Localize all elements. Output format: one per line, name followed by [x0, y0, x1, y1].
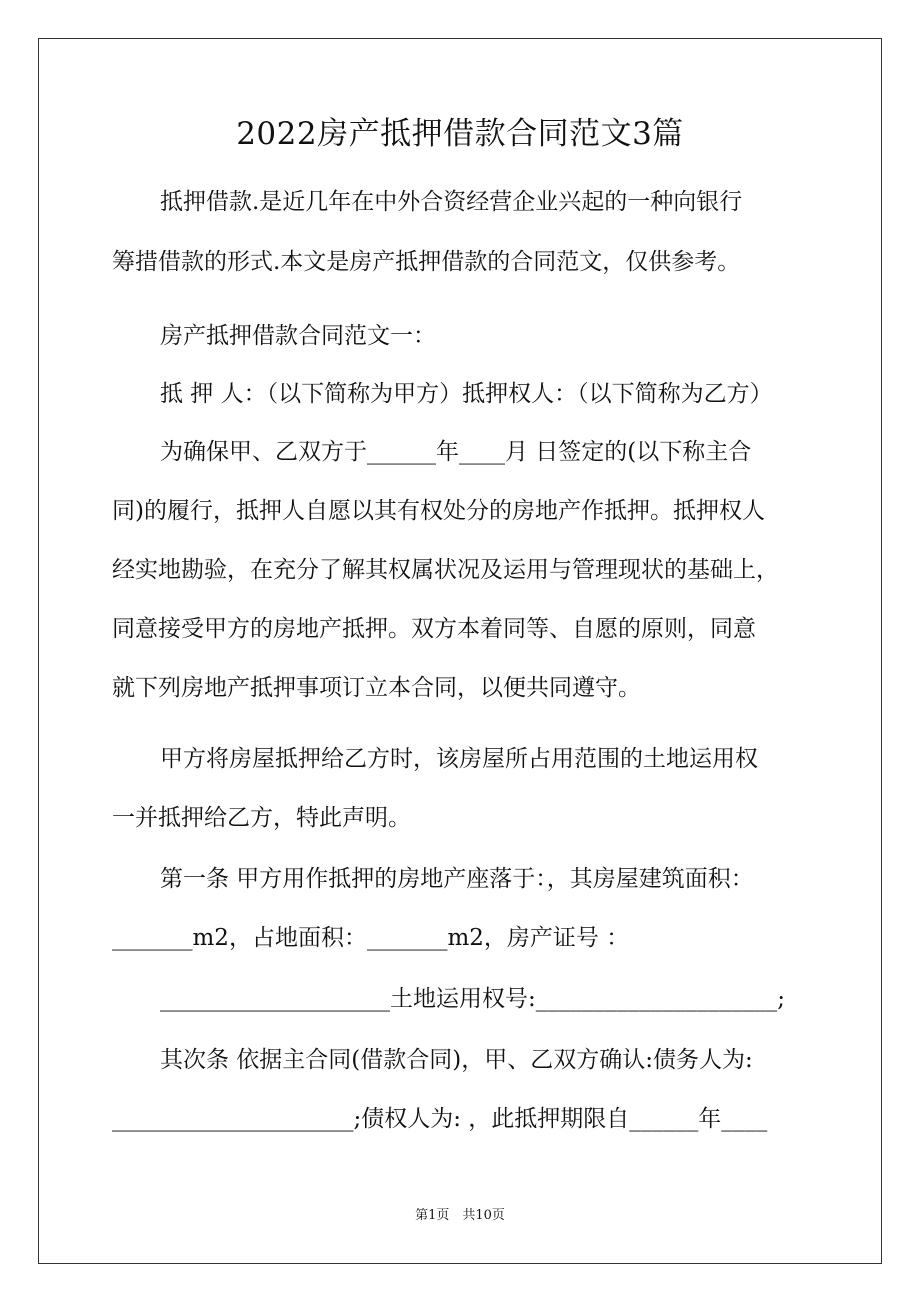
text-line: 其次条 依据主合同(借款合同)，甲、乙双方确认:债务人为:	[160, 1047, 753, 1073]
text-line: _____________________;债权人为: ，此抵押期限自______年____	[112, 1106, 768, 1132]
text-line: 为确保甲、乙双方于______年____月 日签定的(以下称主合	[160, 439, 752, 465]
text-line: 同)的履行，抵押人自愿以其有权处分的房地产作抵押。抵押权人	[112, 498, 765, 524]
text-line: 筹措借款的形式.本文是房产抵押借款的合同范文，仅供参考。	[112, 249, 741, 275]
text-line: 同意接受甲方的房地产抵押。双方本着同等、自愿的原则，同意	[112, 616, 756, 642]
document-body	[112, 187, 812, 1134]
text-line: 抵 押 人：（以下简称为甲方）抵押权人：（以下简称为乙方）	[160, 381, 773, 407]
text-line: ____________________土地运用权号:_____________________;	[160, 986, 785, 1012]
page-number: 第1页 共10页	[415, 1208, 505, 1223]
document-title: 2022房产抵押借款合同范文3篇	[236, 116, 684, 152]
text-line: 抵押借款.是近几年在中外合资经营企业兴起的一种向银行	[160, 189, 743, 215]
text-line: 第一条 甲方用作抵押的房地产座落于：，其房屋建筑面积：	[160, 866, 754, 892]
text-line: _______m2，占地面积：_______m2，房产证号 ：	[112, 925, 630, 951]
text-line: 经实地勘验，在充分了解其权属状况及运用与管理现状的基础上，	[112, 557, 779, 583]
text-line: 一并抵押给乙方，特此声明。	[112, 805, 411, 831]
text-line: 就下列房地产抵押事项订立本合同，以便共同遵守。	[112, 675, 641, 701]
text-line: 房产抵押借款合同范文一：	[160, 323, 436, 349]
text-line: 甲方将房屋抵押给乙方时，该房屋所占用范围的土地运用权	[160, 746, 758, 772]
